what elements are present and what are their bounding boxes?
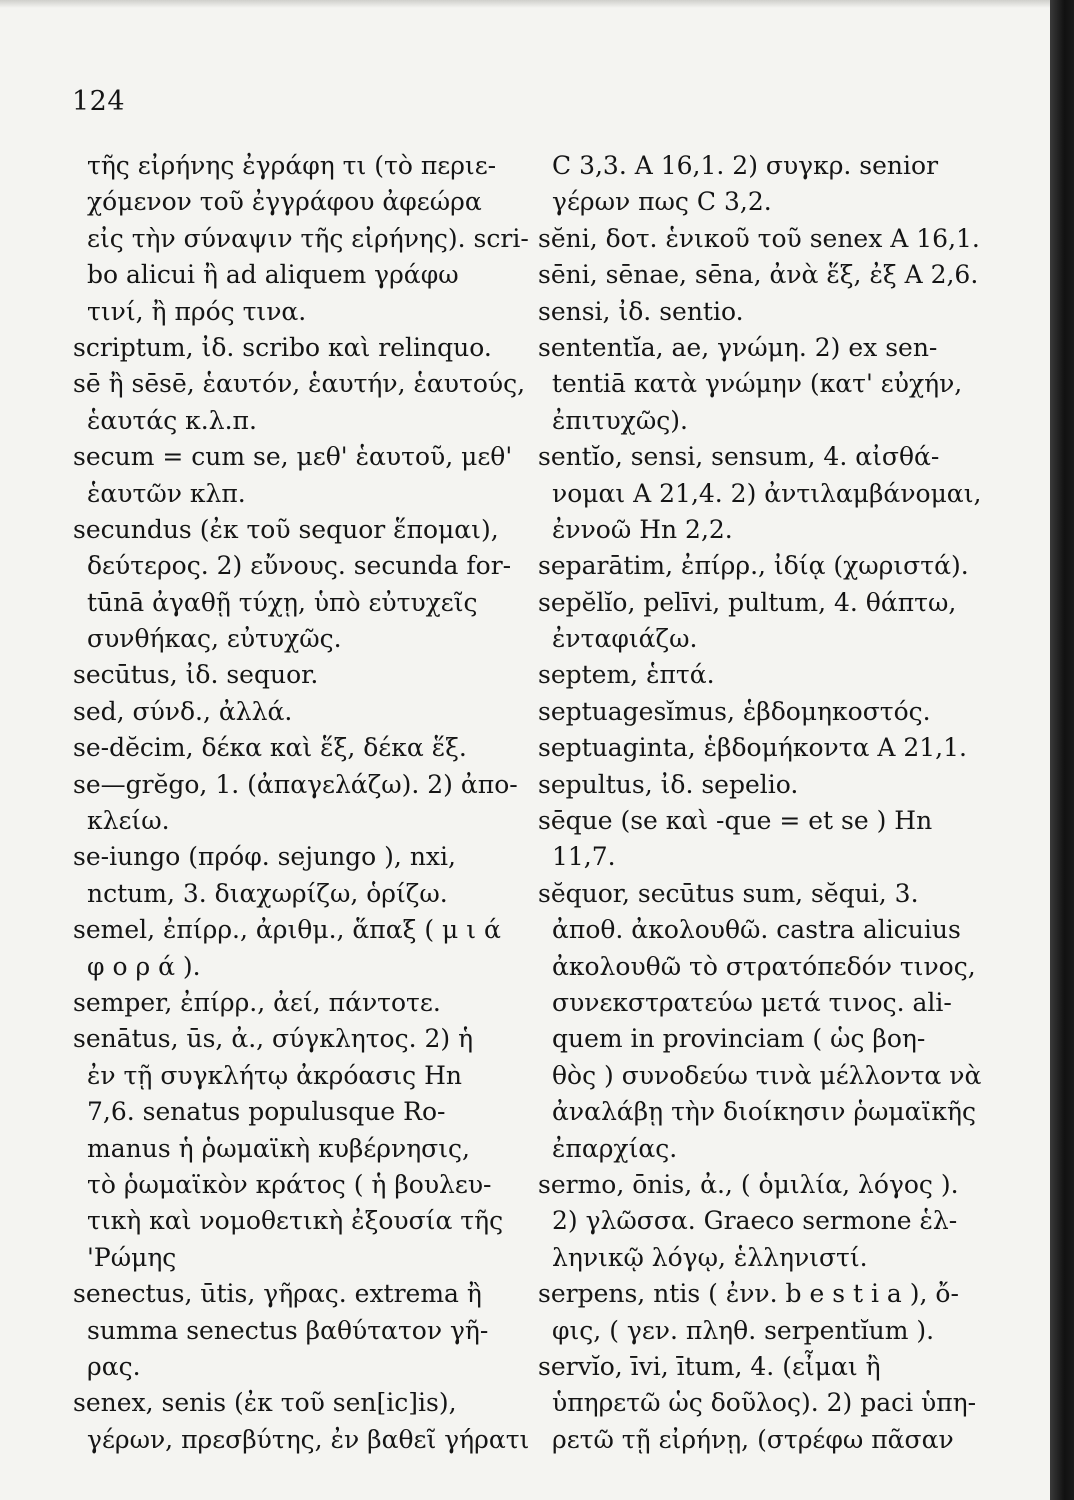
text-line: sed, σύνδ., ἀλλά.: [73, 696, 293, 726]
text-line: tentiā κατὰ γνώμην (κατ' εὐχήν,: [552, 369, 963, 399]
text-line: τινί, ἢ πρός τινα.: [87, 296, 307, 326]
text-line: ρετῶ τῇ εἰρήνῃ, (στρέφω πᾶσαν: [552, 1424, 954, 1454]
text-line: εἰς τὴν σύναψιν τῆς εἰρήνης). scri-: [87, 223, 529, 253]
text-line: τὸ ῥωμαϊκὸν κράτος ( ἡ βουλευ-: [87, 1169, 492, 1199]
text-line: 7,6. senatus populusque Ro-: [87, 1097, 446, 1127]
text-line: φις, ( γεν. πληθ. serpentĭum ).: [552, 1315, 935, 1345]
text-line: συνεκστρατεύω μετά τινος. ali-: [552, 987, 952, 1017]
text-line: sĕni, δοτ. ἑνικοῦ τοῦ senex A 16,1.: [538, 223, 980, 253]
page-number: 124: [72, 86, 126, 117]
text-line: τικὴ καὶ νομοθετικὴ ἐξουσία τῆς: [87, 1206, 504, 1236]
text-line: scriptum, ἰδ. scribo καὶ relinquo.: [73, 332, 492, 362]
text-line: sēni, sēnae, sēna, ἀνὰ ἕξ, ἐξ A 2,6.: [538, 260, 979, 290]
text-line: ἐπαρχίας.: [552, 1133, 678, 1163]
text-line: χόμενον τοῦ ἐγγράφου ἀφεώρα: [87, 187, 482, 217]
text-line: νομαι A 21,4. 2) ἀντιλαμβάνομαι,: [552, 478, 982, 508]
text-line: manus ἡ ῥωμαϊκὴ κυβέρνησις,: [87, 1133, 470, 1163]
text-line: sententĭa, ae, γνώμη. 2) ex sen-: [538, 332, 938, 362]
text-line: sermo, ōnis, ἀ., ( ὁμιλία, λόγος ).: [538, 1169, 959, 1199]
text-line: sepĕlĭo, pelīvi, pultum, 4. θάπτω,: [538, 587, 957, 617]
text-line: ἐννοῶ Hn 2,2.: [552, 514, 733, 544]
text-line: 11,7.: [552, 842, 616, 872]
text-line: 'Ρώμης: [87, 1242, 177, 1272]
text-line: ἐπιτυχῶς).: [552, 405, 688, 435]
text-line: senectus, ūtis, γῆρας. extrema ἢ: [73, 1279, 482, 1309]
text-line: ἀποθ. ἀκολουθῶ. castra alicuius: [552, 915, 961, 945]
text-line: tūnā ἀγαθῇ τύχῃ, ὑπὸ εὐτυχεῖς: [87, 587, 478, 617]
text-line: γέρων, πρεσβύτης, ἐν βαθεῖ γήρατι: [87, 1424, 530, 1454]
text-line: ἀκολουθῶ τὸ στρατόπεδόν τινος,: [552, 951, 976, 981]
text-line: ληνικῷ λόγῳ, ἑλληνιστί.: [552, 1242, 868, 1272]
text-line: δεύτερος. 2) εὔνους. secunda for-: [87, 551, 512, 581]
text-line: secum = cum se, μεθ' ἑαυτοῦ, μεθ': [73, 442, 513, 472]
text-line: ἑαυτῶν κλπ.: [87, 478, 246, 508]
text-line: quem in provinciam ( ὡς βοη-: [552, 1024, 926, 1054]
text-line: summa senectus βαθύτατον γῆ-: [87, 1315, 489, 1345]
text-line: serpens, ntis ( ἐνν. b e s t i a ), ὄ-: [538, 1279, 959, 1309]
text-line: septuagesĭmus, ἑβδομηκοστός.: [538, 696, 931, 726]
text-line: ἀναλάβῃ τὴν διοίκησιν ῥωμαϊκῆς: [552, 1097, 976, 1127]
text-line: sĕquor, secūtus sum, sĕqui, 3.: [538, 878, 919, 908]
text-line: semper, ἐπίρρ., ἀεί, πάντοτε.: [73, 987, 441, 1017]
text-line: ρας.: [87, 1351, 141, 1381]
text-line: secundus (ἐκ τοῦ sequor ἕπομαι),: [73, 514, 499, 544]
text-line: sepultus, ἰδ. sepelio.: [538, 769, 799, 799]
text-line: servĭo, īvi, ītum, 4. (εἶμαι ἢ: [538, 1351, 881, 1381]
text-line: se-iungo (πρόφ. sejungo ), nxi,: [73, 842, 456, 872]
text-line: separātim, ἐπίρρ., ἰδίᾳ (χωριστά).: [538, 551, 969, 581]
text-line: 2) γλῶσσα. Graeco sermone ἑλ-: [552, 1206, 958, 1236]
text-line: ἑαυτάς κ.λ.π.: [87, 405, 257, 435]
text-line: nctum, 3. διαχωρίζω, ὁρίζω.: [87, 878, 448, 908]
text-line: C 3,3. A 16,1. 2) συγκρ. senior: [552, 151, 939, 180]
text-line: sensi, ἰδ. sentio.: [538, 296, 744, 326]
text-line: sentĭo, sensi, sensum, 4. αἰσθά-: [538, 442, 940, 472]
text-line: senātus, ūs, ἀ., σύγκλητος. 2) ἡ: [73, 1024, 474, 1054]
text-line: septuaginta, ἑβδομήκοντα A 21,1.: [538, 733, 967, 763]
text-line: ἐνταφιάζω.: [552, 624, 698, 654]
scan-edge-shadow: [1050, 0, 1074, 1500]
text-line: sēque (se καὶ -que = et se ) Hn: [538, 806, 933, 836]
text-line: φ ο ρ ά ).: [87, 951, 201, 981]
text-line: συνθήκας, εὐτυχῶς.: [87, 624, 342, 654]
right-column: [538, 148, 988, 1458]
text-line: ὑπηρετῶ ὡς δοῦλος). 2) paci ὑπη-: [552, 1388, 977, 1418]
page-top-shadow: [0, 0, 1050, 8]
left-column: [73, 148, 530, 1458]
text-line: senex, senis (ἐκ τοῦ sen[ic]is),: [73, 1388, 457, 1418]
text-line: bo alicui ἢ ad aliquem γράφω: [87, 260, 459, 290]
text-line: secūtus, ἰδ. sequor.: [73, 660, 319, 690]
text-line: septem, ἑπτά.: [538, 660, 715, 690]
text-line: τῆς εἰρήνης ἐγράφη τι (τὸ περιε-: [87, 151, 497, 180]
text-line: se—grĕgo, 1. (ἀπαγελάζω). 2) ἀπο-: [73, 769, 518, 799]
text-line: ἐν τῇ συγκλήτῳ ἀκρόασις Hn: [87, 1060, 462, 1090]
text-line: γέρων πως C 3,2.: [552, 187, 772, 217]
text-line: κλείω.: [87, 806, 170, 836]
text-line: sē ἢ sēsē, ἑαυτόν, ἑαυτήν, ἑαυτούς,: [73, 369, 526, 399]
text-line: θὸς ) συνοδεύω τινὰ μέλλοντα νὰ: [552, 1060, 982, 1090]
text-line: se-dĕcim, δέκα καὶ ἕξ, δέκα ἕξ.: [73, 733, 467, 763]
text-line: semel, ἐπίρρ., ἀριθμ., ἅπαξ ( μ ι ά: [73, 915, 501, 945]
